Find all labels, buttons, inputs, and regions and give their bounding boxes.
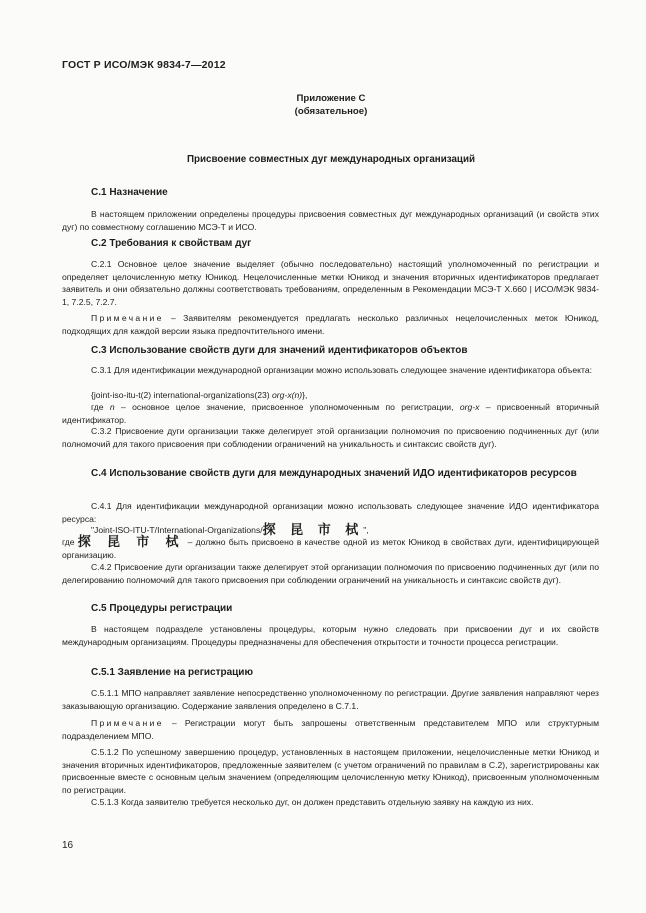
paragraph: В настоящем приложении определены процедуры присвоения совместных дуг международных организаций (и свойств этих дуг) по совместному соглашению МСЭ-Т и ИСО. bbox=[62, 209, 599, 232]
page-number: 16 bbox=[62, 840, 74, 851]
paragraph: С.4.2 Присвоение дуги организации также делегирует этой организации полномочия по присвоению подчиненных дуг (или по делегированию полномочий для такого присвоения при соблюдении ограничений на уникальность и синтаксис свойств дуг). bbox=[62, 562, 599, 585]
main-title: Присвоение совместных дуг международных организаций bbox=[187, 154, 475, 165]
section-heading-c1: С.1 Назначение bbox=[91, 187, 168, 198]
section-heading-c5-1: С.5.1 Заявление на регистрацию bbox=[91, 667, 253, 678]
section-heading-c3: С.3 Использование свойств дуги для значений идентификаторов объектов bbox=[91, 345, 468, 356]
paragraph: С.5.1.3 Когда заявителю требуется несколько дуг, он должен представить отдельную заявку на каждую из них. bbox=[91, 797, 534, 807]
note: Примечание – Регистрации могут быть запрошены ответственным представителем МПО или структурным подразделением МПО. bbox=[62, 718, 599, 741]
paragraph: В настоящем подразделе установлены процедуры, которым нужно следовать при присвоении дуг и их свойств международным организациям. Процедуры предназначены для обеспечения открытости и точности процесса регистрации. bbox=[62, 624, 599, 647]
section-heading-c4: С.4 Использование свойств дуги для международных значений ИДО идентификаторов ресурсов bbox=[91, 468, 577, 479]
iri-value: "Joint-ISO-ITU-T/International-Organizations/探 昆 市 栻", bbox=[91, 523, 369, 538]
section-heading-c5: С.5 Процедуры регистрации bbox=[91, 603, 233, 614]
paragraph: С.2.1 Основное целое значение выделяет (обычно последовательно) настоящий уполномоченный по регистрации и определяет целочисленную метку Юникод. Нецелочисленные метки Юникод и значения вторичных идентификаторов предлагает заявитель и они обязательно должны соответствовать требованиям, определенным в Рекомендации МСЭ-Т Х.660 | ИСО/МЭК 9834-1, 7.2.5, 7.2.7. bbox=[62, 259, 599, 307]
oid-value: {joint-iso-itu-t(2) international-organizations(23) org-x(n)}, bbox=[91, 390, 308, 400]
note: Примечание – Заявителям рекомендуется предлагать несколько различных нецелочисленных меток Юникод, подходящих для каждой версии языка предпочтительного имени. bbox=[62, 313, 599, 336]
section-heading-c2: С.2 Требования к свойствам дуг bbox=[91, 238, 252, 249]
paragraph: С.4.1 Для идентификации международной организации можно использовать следующее значение ИДО идентификатора ресурса: bbox=[62, 501, 599, 524]
standard-header: ГОСТ Р ИСО/МЭК 9834-7—2012 bbox=[62, 59, 226, 71]
paragraph: С.5.1.1 МПО направляет заявление непосредственно уполномоченному по регистрации. Другие заявления направляют через заказывающую организацию. Содержание заявления определено в С.7.1. bbox=[62, 688, 599, 711]
paragraph: С.3.2 Присвоение дуги организации также делегирует этой организации полномочия по присвоению подчиненных дуг (или полномочий для такого присвоения при соблюдении ограничений на уникальность и синтаксис свойств дуг). bbox=[62, 426, 599, 449]
oid-explanation: где n – основное целое значение, присвоенное уполномоченным по регистрации, org-x – присвоенный вторичный идентификатор. bbox=[62, 402, 599, 425]
paragraph: С.5.1.2 По успешному завершению процедур, установленных в настоящем приложении, нецелочисленные метки Юникод и значения вторичных идентификаторов, предложенные заявителем (с учетом ограничений по правилам в С.2), зарегистрированы как присвоенные вместе с основным целым значением (определяющим целочисленную метку Юникод), присвоенным уполномоченным по регистрации. bbox=[62, 747, 599, 795]
appendix-title: Приложение С bbox=[296, 93, 366, 104]
iri-explanation: где 探 昆 市 栻 – должно быть присвоено в качестве одной из меток Юникод в свойствах дуги, идентифицирующей организацию. bbox=[62, 535, 600, 560]
paragraph: С.3.1 Для идентификации международной организации можно использовать следующее значение идентификатора объекта: bbox=[91, 365, 592, 375]
appendix-status: (обязательное) bbox=[294, 106, 368, 117]
